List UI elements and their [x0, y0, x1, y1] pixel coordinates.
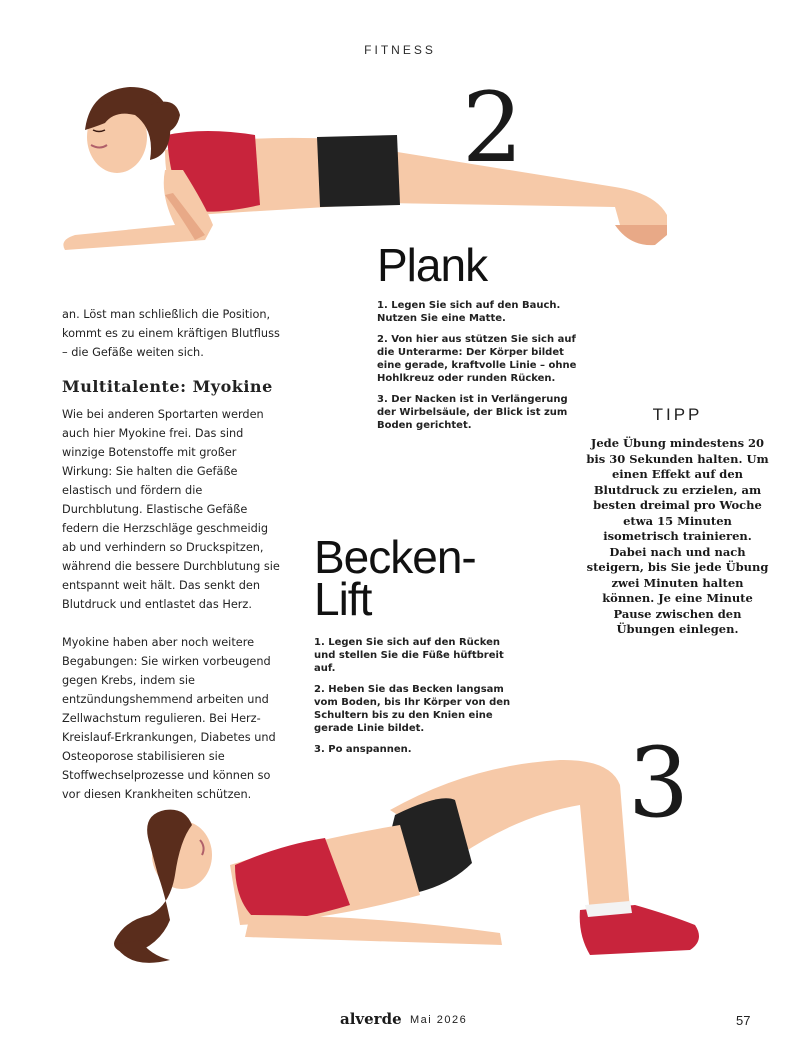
exercise-number-2: 2 [462, 72, 524, 184]
footer-brand-logo: alverde [340, 1010, 402, 1028]
becken-step-1: 1. Legen Sie sich auf den Rücken und stellen Sie die Füße hüftbreit auf. [314, 637, 504, 674]
exercise-number-3: 3 [628, 727, 690, 839]
section-label: FITNESS [364, 43, 436, 57]
article-intro [62, 305, 280, 381]
plank-step-1: 1. Legen Sie sich auf den Bauch. Nutzen Sie eine Matte. [377, 300, 561, 324]
title-line-1: Becken- [314, 531, 476, 583]
article-paragraph-2: Myokine haben aber noch weitere Begabungen: Sie wirken vorbeugend gegen Krebs, indem sie entzündungshemmend arbeiten und Zellwachstum regulieren. Bei Herz-Kreislauf-Erkrankungen, Diabetes und Osteoporose stabilisieren sie Stoffwechselprozesse und können so vor diesen Krankheiten schützen. [62, 636, 276, 801]
footer-issue-date: Mai 2026 [410, 1014, 468, 1026]
plank-step-2: 2. Von hier aus stützen Sie sich auf die Unterarme: Der Körper bildet eine gerade, kraftvolle Linie – ohne Hohlkreuz oder runden Rücken. [377, 334, 577, 384]
plank-illustration [55, 72, 675, 260]
tipp-heading: TIPP [652, 405, 703, 424]
plank-step-3: 3. Der Nacken ist in Verlängerung der Wirbelsäule, der Blick ist zum Boden gerichtet. [377, 394, 568, 431]
becken-step-2: 2. Heben Sie das Becken langsam vom Boden, bis Ihr Körper von den Schultern bis zu den Knien eine gerade Linie bildet. [314, 684, 511, 734]
article-subheading: Multitalente: Myokine [62, 377, 273, 396]
tipp-text: Jede Übung mindestens 20 bis 30 Sekunden halten. Um einen Effekt auf den Blutdruck zu erzielen, am besten dreimal pro Woche etwa 15 Minuten isometrisch trainieren. Dabei nach und nach steigern, bis Sie jede Übung zwei Minuten halten können. Je eine Minute Pause zwischen den Übungen einlegen. [586, 436, 769, 636]
bridge-illustration [110, 745, 710, 975]
article-paragraph-1: Wie bei anderen Sportarten werden auch hier Myokine frei. Das sind winzige Botenstoffe mit großer Wirkung: Sie halten die Gefäße elastisch und fördern die Durchblutung. Elastische Gefäße federn die Herzschläge geschmeidig ab und verhindern so Druckspitzen, während die bessere Durchblutung sie entspannt weit hält. Das senkt den Blutdruck und entlastet das Herz. [62, 408, 280, 611]
intro-paragraph: an. Löst man schließlich die Position, kommt es zu einem kräftigen Blutfluss – die Gefäße weiten sich. [62, 308, 280, 359]
page-number: 57 [736, 1013, 751, 1028]
title-line-2: Lift [314, 573, 372, 625]
exercise-title-becken-lift [314, 531, 476, 625]
plank-steps [377, 299, 582, 440]
becken-step-3: 3. Po anspannen. [314, 744, 412, 755]
exercise-title-plank: Plank [377, 239, 488, 291]
